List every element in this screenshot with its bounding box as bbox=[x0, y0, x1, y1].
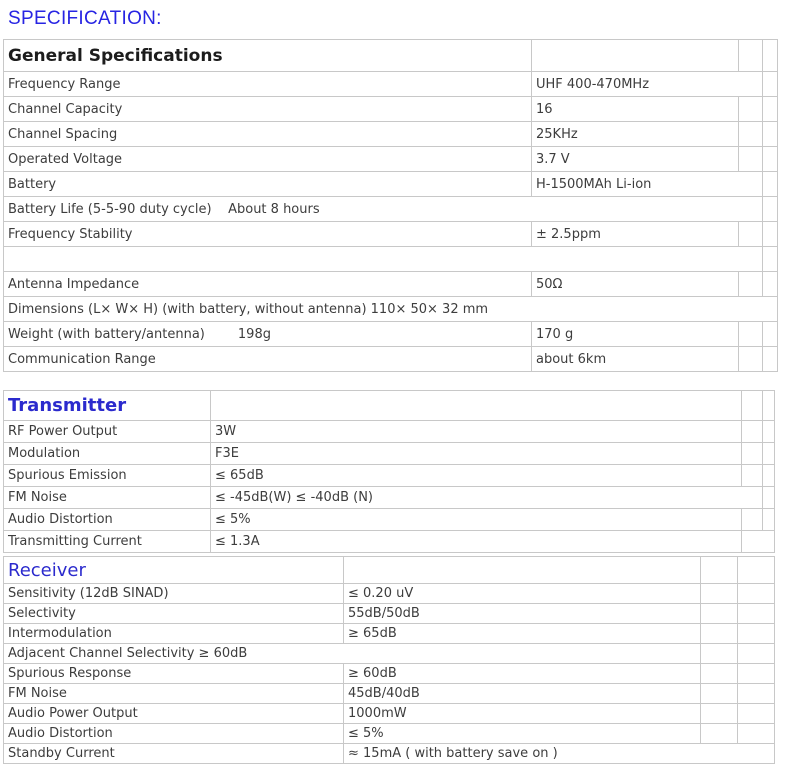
table-row bbox=[4, 684, 775, 704]
empty-cell bbox=[211, 391, 742, 421]
spec-value-cell: 3W bbox=[211, 421, 742, 443]
empty-cell bbox=[742, 531, 775, 553]
table-receiver bbox=[3, 556, 775, 764]
empty-cell bbox=[701, 624, 738, 644]
empty-cell bbox=[739, 40, 763, 72]
empty-cell bbox=[701, 684, 738, 704]
spec-label-cell: Intermodulation bbox=[4, 624, 344, 644]
spec-label-cell: Operated Voltage bbox=[4, 147, 532, 172]
empty-cell bbox=[738, 584, 775, 604]
table-row bbox=[4, 122, 778, 147]
empty-cell bbox=[738, 624, 775, 644]
spec-value-cell: F3E bbox=[211, 443, 742, 465]
empty-cell bbox=[763, 347, 778, 372]
spec-label-cell: Sensitivity (12dB SINAD) bbox=[4, 584, 344, 604]
spec-label-cell: Battery Life (5-5-90 duty cycle) About 8 hours bbox=[4, 197, 763, 222]
page-title: SPECIFICATION: bbox=[8, 8, 162, 29]
empty-cell bbox=[763, 421, 775, 443]
spec-label-cell: Antenna Impedance bbox=[4, 272, 532, 297]
table-row bbox=[4, 531, 775, 553]
table-row bbox=[4, 465, 775, 487]
empty-cell bbox=[738, 604, 775, 624]
table-row bbox=[4, 604, 775, 624]
empty-cell bbox=[738, 644, 775, 664]
spec-value-cell: 3.7 V bbox=[532, 147, 739, 172]
table-row bbox=[4, 421, 775, 443]
empty-cell bbox=[763, 465, 775, 487]
spec-value-cell: 55dB/50dB bbox=[344, 604, 701, 624]
empty-cell bbox=[763, 391, 775, 421]
empty-cell bbox=[738, 684, 775, 704]
empty-cell bbox=[739, 97, 763, 122]
empty-cell bbox=[701, 724, 738, 744]
empty-cell bbox=[344, 557, 701, 584]
table-row bbox=[4, 744, 775, 764]
empty-cell bbox=[532, 40, 739, 72]
table-row bbox=[4, 97, 778, 122]
empty-cell bbox=[739, 222, 763, 247]
spec-tables bbox=[2, 39, 786, 764]
table-general bbox=[3, 39, 778, 372]
spec-label-cell: Frequency Stability bbox=[4, 222, 532, 247]
spec-value-cell: ≤ -45dB(W) ≤ -40dB (N) bbox=[211, 487, 763, 509]
empty-cell bbox=[4, 247, 763, 272]
table-row bbox=[4, 322, 778, 347]
empty-cell bbox=[701, 644, 738, 664]
section-title-receiver: Receiver bbox=[4, 557, 344, 584]
empty-cell bbox=[763, 487, 775, 509]
spec-value-cell: UHF 400-470MHz bbox=[532, 72, 763, 97]
section-title-transmitter: Transmitter bbox=[4, 391, 211, 421]
spec-label-cell: Transmitting Current bbox=[4, 531, 211, 553]
spec-label-cell: Channel Spacing bbox=[4, 122, 532, 147]
table-row bbox=[4, 443, 775, 465]
spec-label-cell: Spurious Response bbox=[4, 664, 344, 684]
spec-value-cell: ≥ 60dB bbox=[344, 664, 701, 684]
spec-label-cell: Frequency Range bbox=[4, 72, 532, 97]
empty-cell bbox=[763, 509, 775, 531]
empty-cell bbox=[763, 197, 778, 222]
table-row bbox=[4, 644, 775, 664]
spec-value-cell: H-1500MAh Li-ion bbox=[532, 172, 763, 197]
spec-label-cell: Dimensions (L× W× H) (with battery, without antenna) 110× 50× 32 mm bbox=[4, 297, 778, 322]
spec-label-cell: Standby Current bbox=[4, 744, 344, 764]
table-row bbox=[4, 172, 778, 197]
spec-value-cell: ≤ 1.3A bbox=[211, 531, 742, 553]
table-row bbox=[4, 197, 778, 222]
empty-cell bbox=[742, 391, 763, 421]
section-header-row bbox=[4, 40, 778, 72]
empty-cell bbox=[763, 97, 778, 122]
empty-cell bbox=[763, 322, 778, 347]
table-row bbox=[4, 624, 775, 644]
empty-cell bbox=[763, 272, 778, 297]
empty-cell bbox=[739, 147, 763, 172]
spec-value-cell: 16 bbox=[532, 97, 739, 122]
table-row bbox=[4, 664, 775, 684]
empty-cell bbox=[739, 272, 763, 297]
empty-cell bbox=[763, 247, 778, 272]
section-header-row bbox=[4, 391, 775, 421]
spec-value-cell: 50Ω bbox=[532, 272, 739, 297]
spec-label-cell: Audio Distortion bbox=[4, 724, 344, 744]
empty-cell bbox=[738, 664, 775, 684]
spec-label-cell: Adjacent Channel Selectivity ≥ 60dB bbox=[4, 644, 701, 664]
spec-label-cell: Modulation bbox=[4, 443, 211, 465]
spec-value-cell: about 6km bbox=[532, 347, 739, 372]
spec-value-cell: ≤ 0.20 uV bbox=[344, 584, 701, 604]
table-row bbox=[4, 584, 775, 604]
spec-label-cell: Battery bbox=[4, 172, 532, 197]
spec-value-cell: 25KHz bbox=[532, 122, 739, 147]
empty-cell bbox=[763, 443, 775, 465]
spec-value-cell: 1000mW bbox=[344, 704, 701, 724]
empty-cell bbox=[763, 222, 778, 247]
empty-cell bbox=[701, 704, 738, 724]
empty-cell bbox=[701, 584, 738, 604]
table-row bbox=[4, 272, 778, 297]
empty-cell bbox=[738, 704, 775, 724]
spec-value-cell: 170 g bbox=[532, 322, 739, 347]
table-row bbox=[4, 72, 778, 97]
table-row bbox=[4, 297, 778, 322]
empty-cell bbox=[763, 172, 778, 197]
spec-value-cell: ≥ 65dB bbox=[344, 624, 701, 644]
empty-cell bbox=[763, 40, 778, 72]
spec-value-cell: ± 2.5ppm bbox=[532, 222, 739, 247]
empty-cell bbox=[742, 509, 763, 531]
section-title-general: General Specifications bbox=[4, 40, 532, 72]
empty-cell bbox=[701, 604, 738, 624]
empty-cell bbox=[701, 664, 738, 684]
spec-label-cell: Weight (with battery/antenna) 198g bbox=[4, 322, 532, 347]
empty-cell bbox=[739, 122, 763, 147]
empty-cell bbox=[763, 122, 778, 147]
empty-cell bbox=[738, 724, 775, 744]
empty-cell bbox=[763, 72, 778, 97]
empty-cell bbox=[738, 557, 775, 584]
spec-label-cell: Audio Power Output bbox=[4, 704, 344, 724]
spec-label-cell: FM Noise bbox=[4, 684, 344, 704]
empty-cell bbox=[739, 322, 763, 347]
spec-value-cell: ≤ 5% bbox=[211, 509, 742, 531]
empty-cell bbox=[742, 443, 763, 465]
table-row bbox=[4, 147, 778, 172]
table-row bbox=[4, 222, 778, 247]
spec-label-cell: Selectivity bbox=[4, 604, 344, 624]
spec-value-cell: ≤ 65dB bbox=[211, 465, 742, 487]
table-row bbox=[4, 247, 778, 272]
empty-cell bbox=[742, 465, 763, 487]
spec-value-cell: ≈ 15mA ( with battery save on ) bbox=[344, 744, 775, 764]
spec-label-cell: Channel Capacity bbox=[4, 97, 532, 122]
table-row bbox=[4, 347, 778, 372]
empty-cell bbox=[701, 557, 738, 584]
spec-label-cell: RF Power Output bbox=[4, 421, 211, 443]
spec-value-cell: ≤ 5% bbox=[344, 724, 701, 744]
table-row bbox=[4, 704, 775, 724]
empty-cell bbox=[763, 147, 778, 172]
spec-label-cell: Communication Range bbox=[4, 347, 532, 372]
spec-label-cell: Spurious Emission bbox=[4, 465, 211, 487]
section-header-row bbox=[4, 557, 775, 584]
spec-label-cell: FM Noise bbox=[4, 487, 211, 509]
table-row bbox=[4, 487, 775, 509]
table-transmitter bbox=[3, 390, 775, 553]
spec-label-cell: Audio Distortion bbox=[4, 509, 211, 531]
spec-value-cell: 45dB/40dB bbox=[344, 684, 701, 704]
empty-cell bbox=[739, 347, 763, 372]
table-row bbox=[4, 509, 775, 531]
table-row bbox=[4, 724, 775, 744]
empty-cell bbox=[742, 421, 763, 443]
